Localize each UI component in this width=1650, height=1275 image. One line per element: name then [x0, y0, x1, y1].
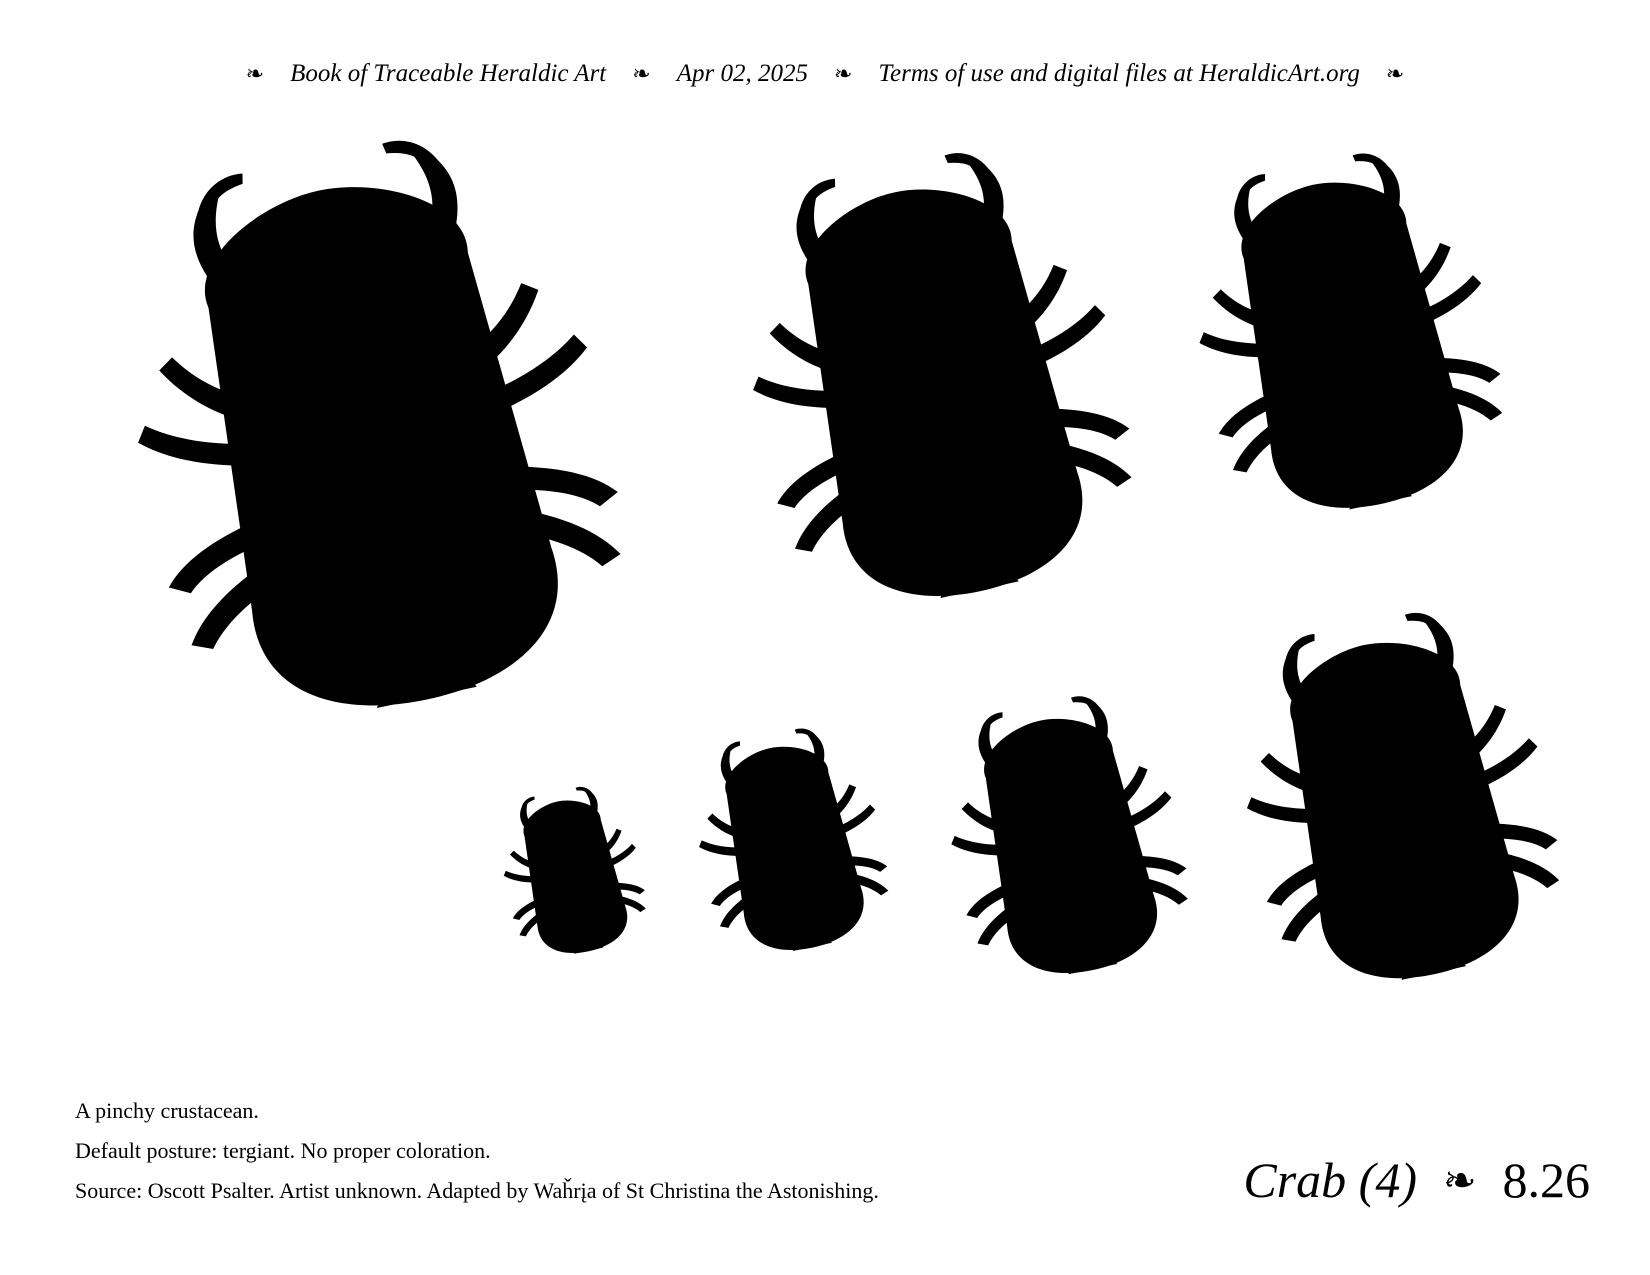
fleuron-separator: ❧ — [245, 61, 265, 86]
crab-figure-medium — [927, 681, 1203, 993]
fleuron-separator: ❧ — [1385, 61, 1405, 86]
crab-figure-tiny — [489, 778, 655, 965]
crab-figure-top-right — [1168, 134, 1522, 534]
header-date: Apr 02, 2025 — [676, 60, 808, 87]
fleuron-separator: ❧ — [833, 61, 853, 86]
description-text: A pinchy crustacean. — [75, 1098, 259, 1123]
crab-figure-medium-large — [1214, 593, 1579, 1005]
plate-title — [1243, 1150, 1590, 1210]
plate-name: Crab (4) — [1243, 1152, 1417, 1208]
crab-figure-top-middle — [714, 129, 1156, 628]
source-text: Source: Oscott Psalter. Artist unknown. Adapted by Waȟrįa of St Christina the Astonishing. — [75, 1178, 879, 1203]
book-title: Book of Traceable Heraldic Art — [290, 60, 607, 87]
terms-of-use: Terms of use and digital files at HeraldicArt.org — [878, 60, 1360, 87]
crab-figure-large — [88, 110, 652, 747]
posture-text: Default posture: tergiant. No proper coloration. — [75, 1138, 491, 1163]
fleuron-separator: ❧ — [1442, 1157, 1477, 1203]
fleuron-separator: ❧ — [632, 61, 651, 86]
crab-figure-small — [679, 717, 900, 967]
plate-number: 8.26 — [1502, 1152, 1590, 1208]
